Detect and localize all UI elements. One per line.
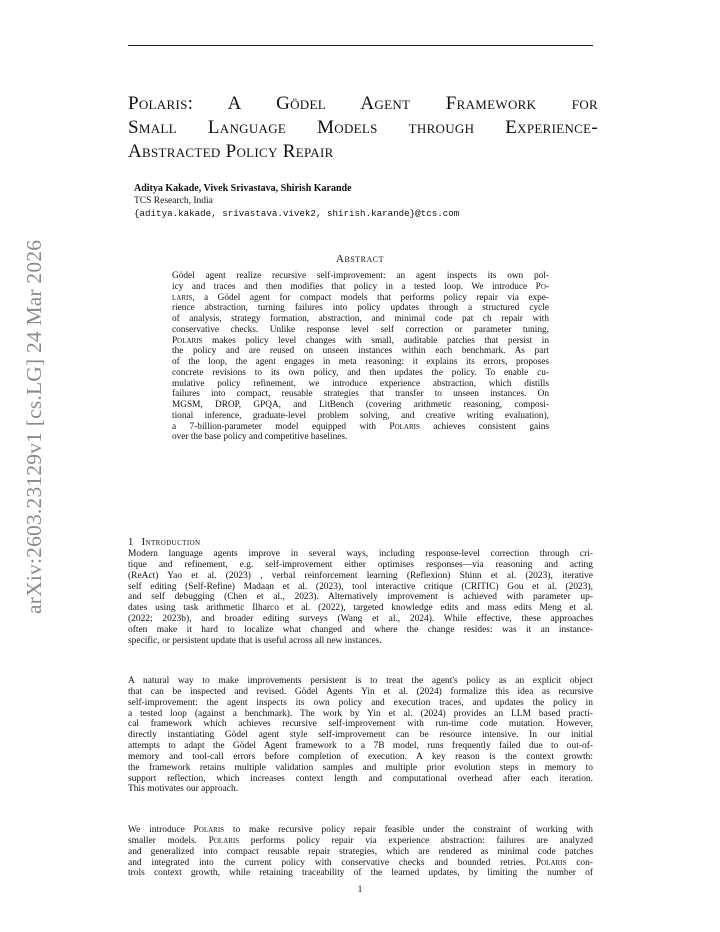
body-line: self-improvement: the agent inspects its own policy and execution traces, and updates the policy in [128, 697, 593, 708]
body-line: and generalized into compact reusable repair strategies, which are rendered as minimal code patches [128, 846, 593, 857]
body-line: (ReAct) Yao et al. (2023) , verbal reinforcement learning (Reflexion) Shinn et al. (2023), iterative [128, 570, 593, 581]
section-heading-introduction [128, 537, 201, 548]
body-line: and integrated into the current policy with conservative checks and bounded retries. Polaris con- [128, 857, 593, 868]
arxiv-identifier: arXiv:2603.23129v1 [cs.LG] 24 Mar 2026 [22, 239, 46, 614]
abstract-heading [0, 253, 720, 265]
body-line: (2022; 2023b), and broader editing surveys (Wang et al., 2024). While effective, these approaches [128, 614, 593, 625]
abstract-line: rience abstraction, turning failures into policy updates through a structured cycle [172, 303, 549, 314]
abstract-line: laris, a Gödel agent for compact models that performs policy repair via expe- [172, 292, 549, 303]
body-line: attempts to adapt the Gödel Agent framework to a 7B model, runs frequently failed due to out-of- [128, 741, 593, 752]
abstract-line: tional inference, graduate-level problem solving, and creative writing evaluation), [172, 410, 549, 421]
body-line: tique and refinement, e.g. self-improvement either optimises responses—via reasoning and acting [128, 559, 593, 570]
body-line: and self debugging (Chen et al., 2023). Alternatively improvement is achieved with parameter up- [128, 592, 593, 603]
abstract-text [172, 271, 549, 443]
abstract-line: icy and traces and then modifies that policy in a tested loop. We introduce Po- [172, 281, 549, 292]
abstract-line: failures into compact, reusable strategies that transfer to unseen instances. On [172, 389, 549, 400]
body-line: that can be inspected and revised. Gödel Agents Yin et al. (2024) formalize this idea as recursive [128, 686, 593, 697]
body-line: dates using task arithmetic Ilharco et al. (2022), targeted knowledge edits and mass edits Meng et al. [128, 603, 593, 614]
body-line: support reflection, which increases context length and computational overhead after each iteration. [128, 773, 593, 784]
body-line: memory and tool-call errors before completion of execution. A key reason is the context growth: [128, 751, 593, 762]
abstract-line: MGSM, DROP, GPQA, and LitBench (covering arithmetic reasoning, composi- [172, 400, 549, 410]
body-line: cal framework which achieves recursive self-improvement with run-time code mutation. However, [128, 719, 593, 730]
page-number: 1 [357, 885, 363, 895]
body-line: the framework retains multiple validation samples and multiple prior evolution steps in memory to [128, 762, 593, 773]
title-line-2: Small Language Models through Experience- [128, 117, 598, 138]
body-line: directly instantiating Gödel agent style self-improvement can be resource intensive. In our initial [128, 730, 593, 741]
abstract-line: a 7-billion-parameter model equipped with Polaris achieves consistent gains [172, 421, 549, 432]
intro-paragraph-2 [128, 676, 593, 795]
affiliation: TCS Research, India [134, 196, 213, 206]
author-emails: {aditya.kakade, srivastava.vivek2, shirish.karande}@tcs.com [134, 208, 460, 219]
body-line: smaller models. Polaris performs policy repair via experience abstraction: failures are analyzed [128, 835, 593, 846]
body-line: We introduce Polaris to make recursive policy repair feasible under the constraint of working with [128, 825, 593, 835]
body-line: often make it hard to localize what changed and where the change resides: was it an instance- [128, 624, 593, 635]
abstract-line: of the loop, the agent engages in meta reasoning: it explains its errors, proposes [172, 357, 549, 367]
abstract-line: the policy and are reused on unseen instances within each benchmark. As part [172, 346, 549, 357]
body-line: a tested loop (against a benchmark). The work by Yin et al. (2024) provides an LLM based practi- [128, 708, 593, 719]
body-line: self editing (Self-Refine) Madaan et al. (2023), tool interactive critique (CRITIC) Gou et al. (2023), [128, 581, 593, 592]
abstract-line: conservative checks. Unlike response level self correction or parameter tuning, [172, 324, 549, 335]
abstract-line: of analysis, strategy formation, abstraction, and minimal code pat ch repair with [172, 314, 549, 324]
body-line: A natural way to make improvements persistent is to treat the agent's policy as an explicit object [128, 676, 593, 686]
body-line: trols context growth, while retaining traceability of the learned updates, by limiting the number of [128, 868, 593, 879]
top-rule [128, 45, 593, 46]
abstract-line: concrete revisions to its own policy, and then updates the policy. To enable cu- [172, 367, 549, 378]
abstract-line: mulative policy refinement, we introduce experience abstraction, which distills [172, 378, 549, 389]
body-line: specific, or persistent update that is useful across all new instances. [128, 635, 382, 646]
paper-title [128, 92, 598, 164]
title-line-3: Abstracted Policy Repair [128, 141, 334, 162]
title-line-1: Polaris: A Gödel Agent Framework for [128, 93, 598, 114]
abstract-line: over the base policy and competitive baselines. [172, 432, 348, 443]
body-line: This motivates our approach. [128, 784, 239, 795]
abstract-heading-text: Abstract [336, 253, 384, 265]
intro-paragraph-1 [128, 549, 593, 647]
section-number: 1 [128, 537, 134, 548]
section-title: Introduction [141, 537, 201, 548]
abstract-line: Polaris makes policy level changes with small, auditable patches that persist in [172, 335, 549, 346]
intro-paragraph-3 [128, 825, 593, 879]
abstract-line: Gödel agent realize recursive self-improvement: an agent inspects its own pol- [172, 271, 549, 281]
body-line: Modern language agents improve in several ways, including response-level correction through cri- [128, 549, 593, 559]
author-list: Aditya Kakade, Vivek Srivastava, Shirish Karande [134, 183, 352, 194]
